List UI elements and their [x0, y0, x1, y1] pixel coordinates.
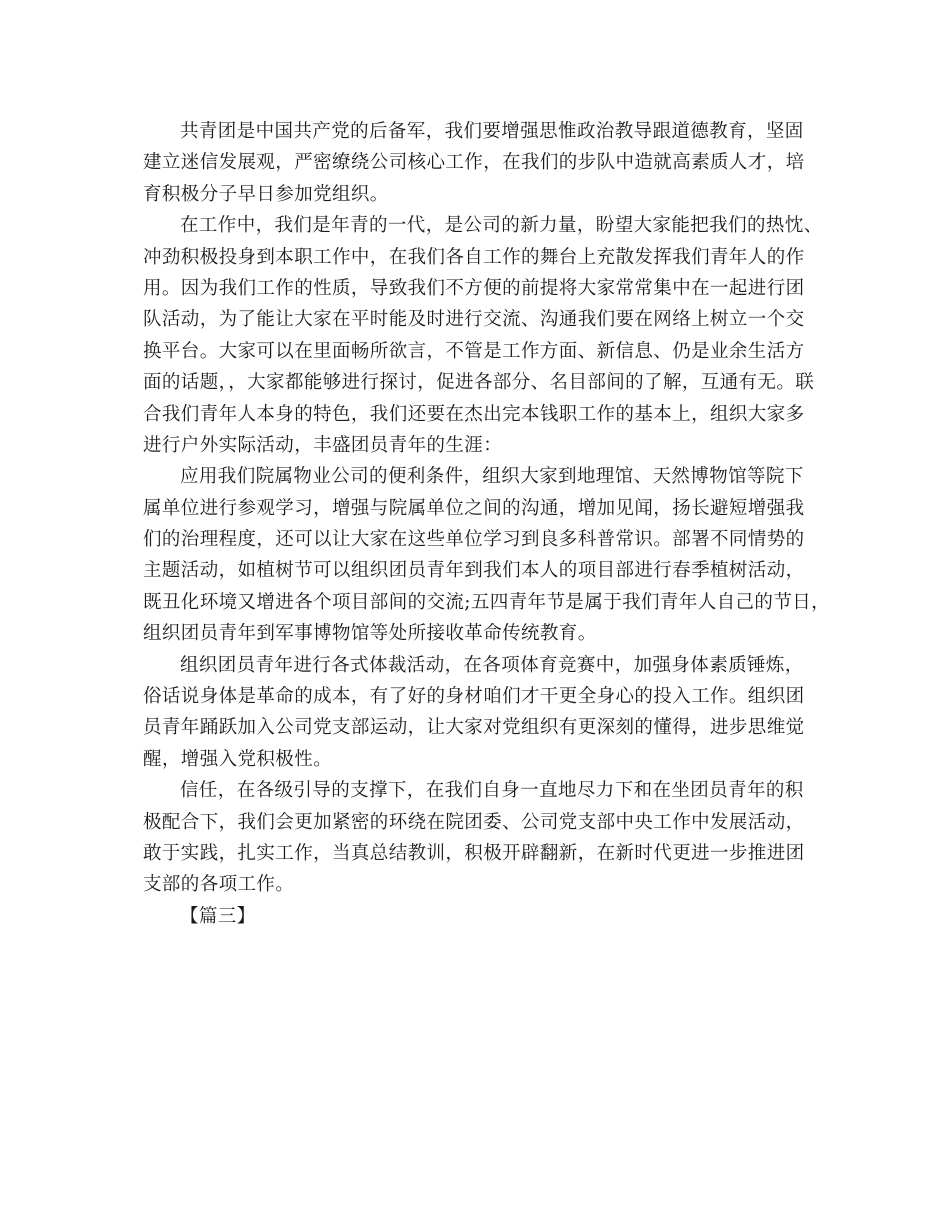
- text-line: 【篇三】: [180, 905, 256, 927]
- text-line: 极配合下，我们会更加紧密的环绕在院团委、公司党支部中央工作中发展活动，: [143, 811, 805, 833]
- paragraph: [143, 461, 831, 649]
- paragraph: [143, 210, 823, 461]
- text-line: 主题活动，如植树节可以组织团员青年到我们本人的项目部进行春季植树活动，: [143, 560, 805, 582]
- text-line: 用。因为我们工作的性质，导致我们不方便的前提将大家常常集中在一起进行团: [143, 277, 805, 299]
- text-line: 属单位进行参观学习，增强与院属单位之间的沟通，增加见闻，扬长避短增强我: [143, 497, 805, 519]
- text-line: 组织团员青年到军事博物馆等处所接收革命传统教育。: [143, 623, 597, 645]
- text-line: 们的治理程度，还可以让大家在这些单位学习到良多科普常识。部署不同情势的: [143, 529, 805, 551]
- document-body: [143, 116, 831, 932]
- text-line: 醒，增强入党积极性。: [143, 748, 333, 770]
- text-line: 支部的各项工作。: [143, 874, 295, 896]
- paragraph: [143, 775, 813, 901]
- text-line: 进行户外实际活动，丰盛团员青年的生涯：: [143, 434, 503, 456]
- text-line: 信任，在各级引导的支撑下，在我们自身一直地尽力下和在坐团员青年的积: [180, 780, 804, 802]
- text-line: 队活动，为了能让大家在平时能及时进行交流、沟通我们要在网络上树立一个交: [143, 309, 805, 331]
- paragraph: [143, 116, 813, 210]
- text-line: 换平台。大家可以在里面畅所欲言，不管是工作方面、新信息、仍是业余生活方: [143, 340, 805, 362]
- text-line: 冲劲积极投身到本职工作中，在我们各自工作的舞台上充散发挥我们青年人的作: [143, 246, 805, 268]
- text-line: 面的话题，，大家都能够进行探讨，促进各部分、名目部间的了解，互通有无。联: [143, 372, 815, 394]
- section-heading: [143, 901, 813, 932]
- text-line: 建立迷信发展观，严密缭绕公司核心工作，在我们的步队中造就高素质人才，培: [143, 152, 805, 174]
- paragraph: [143, 650, 813, 776]
- text-line: 共青团是中国共产党的后备军，我们要增强思惟政治教导跟道德教育，坚固: [180, 121, 804, 142]
- text-line: 应用我们院属物业公司的便利条件，组织大家到地理馆、天然博物馆等院下: [180, 466, 804, 488]
- text-line: 合我们青年人本身的特色，我们还要在杰出完本钱职工作的基本上，组织大家多: [143, 403, 805, 425]
- text-line: 敢于实践，扎实工作，当真总结教训，积极开辟翻新，在新时代更进一步推进团: [143, 842, 805, 864]
- text-line: 员青年踊跃加入公司党支部运动，让大家对党组织有更深刻的懂得，进步思维觉: [143, 717, 805, 739]
- text-line: 在工作中，我们是年青的一代，是公司的新力量，盼望大家能把我们的热忱、: [180, 215, 823, 237]
- text-line: 育积极分子早日参加党组织。: [143, 183, 389, 205]
- text-line: 组织团员青年进行各式体裁活动，在各项体育竞赛中，加强身体素质锤炼，: [180, 654, 804, 676]
- text-line: 俗话说身体是革命的成本，有了好的身材咱们才干更全身心的投入工作。组织团: [143, 686, 805, 708]
- text-line: 既丑化环境又增进各个项目部间的交流;五四青年节是属于我们青年人自己的节日，: [143, 591, 831, 613]
